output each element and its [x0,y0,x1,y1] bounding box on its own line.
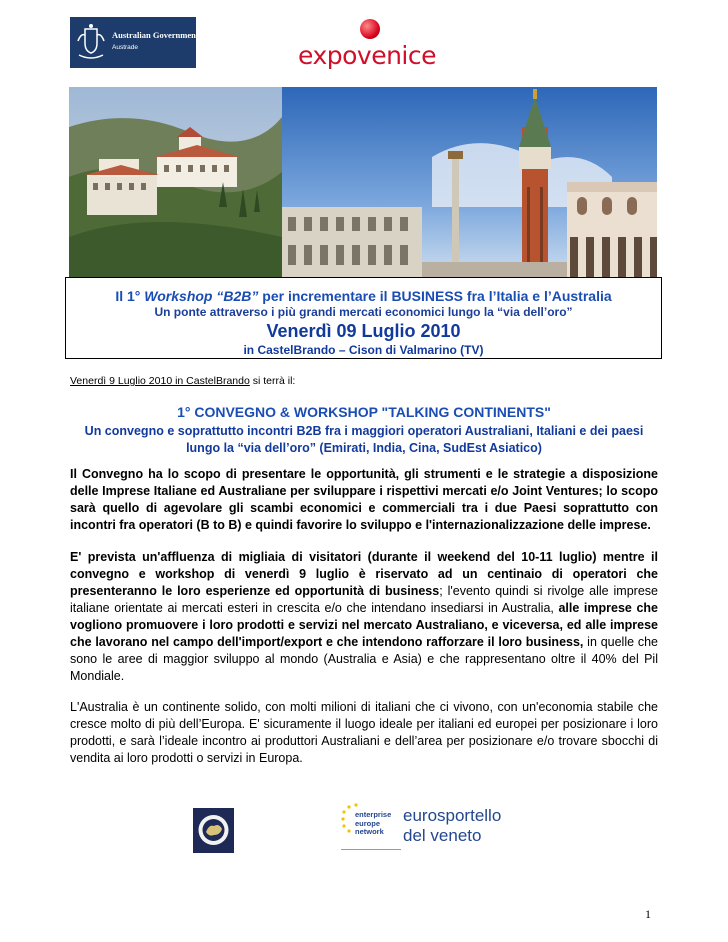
event-date: Venerdì 09 Luglio 2010 [266,321,461,341]
expovenice-logo [298,19,440,75]
venice-photo [282,87,657,279]
p2-normal-1: ; l'evento quindi si rivolge alle imprese italiane orientate ai mercati esteri in crescita e/o che intendano insediarsi in Australia, [70,584,658,615]
paragraph-australia: L'Australia è un continente solido, con molti milioni di italiani che ci vivono, con un'economia stabile che cresce molto di più dell’Europa. E' sicuramente il luogo ideale per italiani ed europei per posizionare i loro prodotti, e sarà l’ideale incontro ai produttori Australiani e dell’area per posizionare e/o trovare sbocchi di vendita ai loro prodotti o servizi in Europa. [70,700,658,765]
association-logo [193,808,234,853]
convegno-title: 1° CONVEGNO & WORKSHOP "TALKING CONTINENTS" [177,404,551,420]
p2-bold-2: alle imprese che vogliono promuovere i loro prodotti e servizi nel mercato Australiano, e viceversa, ed alle imprese che lavorano nel campo dell'import/export e che intendono rafforzare il loro business, [70,601,658,649]
intro-date-location: Venerdì 9 Luglio 2010 in CastelBrando [70,375,250,387]
eurosportello-logo-text [403,806,501,846]
een-line-2: europe [355,818,381,828]
australian-government-logo [70,17,199,68]
p2-bold-1: E' prevista un'affluenza di migliaia di visitatori (durante il weekend del 10-11 luglio) mentre il convegno e workshop di venerdì 9 luglio è riservato ad un centinaio di operatori che presenteranno le loro esperienze ed opportunità di business [70,550,658,598]
paragraph-convegno-scope: Il Convegno ha lo scopo di presentare le opportunità, gli strumenti e le strategie a disposizione delle Imprese Italiane ed Australiane per sviluppare i rispettivi mercati e/o Joint Ventures; lo scopo sarà quello di agevolare gli scambi economici e commerciali tra i due Paesi soprattutto con incontri fra operatori (B to B) e quindi favorire lo sviluppo e l'internazionalizzazione delle imprese. [70,467,658,532]
een-line-1: enterprise [355,810,392,819]
headline-italic: Workshop “B2B” [144,288,259,304]
een-tagline-rule [341,849,401,850]
intro-line [70,375,295,387]
p2-normal-2: in quelle che sono le aree di maggior sviluppo al mondo (Australia e Asia) e che rappresentano oltre il 40% del Pil Mondiale. [70,635,658,683]
headline-suffix: per incrementare il BUSINESS fra l’Italia e l’Australia [258,288,612,304]
page-number: 1 [645,907,651,921]
enterprise-europe-network-logo [341,803,401,853]
convegno-subtitle: Un convegno e soprattutto incontri B2B fra i maggiori operatori Australiani, Italiani e dei paesi lungo la “via dell’oro” (Emirati, India, Cina, SudEst Asiatico) [84,424,644,455]
event-title-box [65,277,662,359]
intro-rest: si terrà il: [249,375,296,387]
red-sphere-icon [360,19,380,39]
workshop-subheadline: Un ponte attraverso i più grandi mercati economici lungo la “via dell’oro” [154,305,573,319]
eurosportello-line-1: eurosportello [403,806,502,825]
austrade-text: Austrade [112,44,139,51]
castelbrando-photo [69,87,282,279]
paragraph-attendance [70,549,658,685]
eurosportello-line-2: del veneto [403,826,482,845]
workshop-headline [66,288,661,304]
australian-government-text: Australian Government [112,30,199,40]
event-location: in CastelBrando – Cison di Valmarino (TV) [243,343,484,357]
headline-prefix: Il 1° [115,288,145,304]
een-line-3: network [355,827,384,836]
een-text [355,811,391,837]
coat-of-arms-icon [76,23,106,61]
expovenice-wordmark: expovenice [298,41,436,70]
